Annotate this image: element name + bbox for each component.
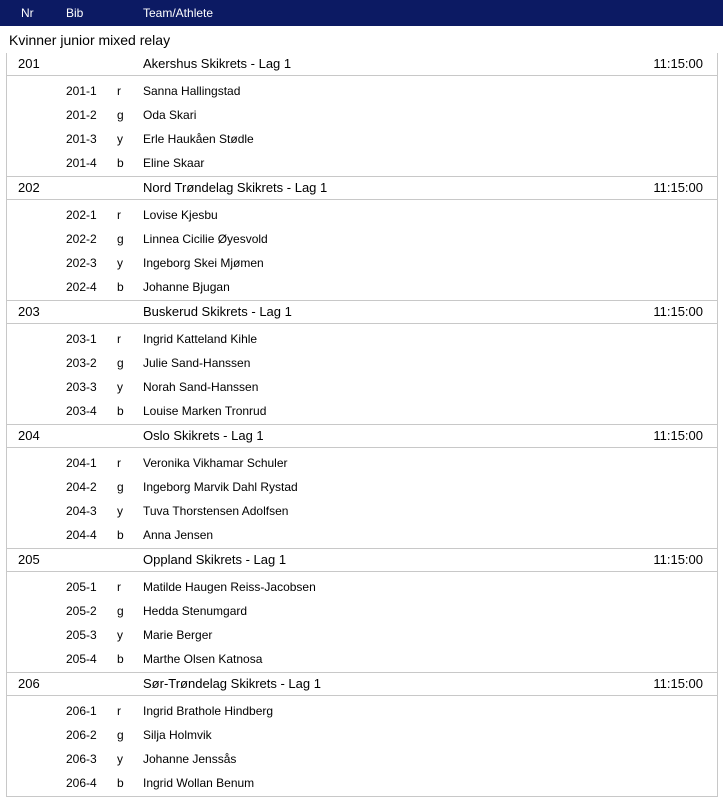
member-bib: 205-3: [66, 628, 97, 642]
team-nr: 203: [18, 304, 40, 319]
member-name: Anna Jensen: [143, 528, 214, 542]
member-row[interactable]: [7, 228, 717, 252]
member-row[interactable]: [7, 772, 717, 796]
member-leg: y: [117, 752, 123, 766]
member-leg: r: [117, 704, 121, 718]
member-bib: 206-1: [66, 704, 97, 718]
member-row[interactable]: [7, 576, 717, 600]
member-leg: g: [117, 232, 124, 246]
member-row[interactable]: [7, 80, 717, 104]
member-name: Veronika Vikhamar Schuler: [143, 456, 288, 470]
member-row[interactable]: [7, 648, 717, 672]
team-block: [6, 301, 718, 425]
member-row[interactable]: [7, 600, 717, 624]
team-row[interactable]: [6, 53, 718, 76]
team-name: Sør-Trøndelag Skikrets - Lag 1: [143, 676, 321, 691]
member-leg: r: [117, 84, 121, 98]
member-row[interactable]: [7, 328, 717, 352]
team-block: [6, 53, 718, 177]
member-name: Ingrid Katteland Kihle: [143, 332, 258, 346]
member-name: Linnea Cicilie Øyesvold: [143, 232, 268, 246]
team-nr: 202: [18, 180, 40, 195]
member-row[interactable]: [7, 476, 717, 500]
member-leg: g: [117, 480, 124, 494]
member-leg: y: [117, 380, 123, 394]
member-row[interactable]: [7, 352, 717, 376]
member-row[interactable]: [7, 152, 717, 176]
team-name: Nord Trøndelag Skikrets - Lag 1: [143, 180, 328, 195]
member-bib: 205-1: [66, 580, 97, 594]
member-bib: 206-2: [66, 728, 97, 742]
team-block: [6, 549, 718, 673]
member-bib: 205-2: [66, 604, 97, 618]
member-row[interactable]: [7, 748, 717, 772]
member-name: Ingeborg Marvik Dahl Rystad: [143, 480, 298, 494]
member-row[interactable]: [7, 524, 717, 548]
header-team-athlete: Team/Athlete: [143, 6, 214, 20]
member-bib: 204-1: [66, 456, 97, 470]
member-leg: b: [117, 280, 124, 294]
member-row[interactable]: [7, 128, 717, 152]
team-nr: 205: [18, 552, 40, 567]
member-bib: 202-1: [66, 208, 97, 222]
member-row[interactable]: [7, 700, 717, 724]
member-list: [6, 200, 718, 300]
table-header: [0, 0, 723, 26]
team-name: Oppland Skikrets - Lag 1: [143, 552, 287, 567]
header-bib: Bib: [66, 6, 84, 20]
team-row[interactable]: [6, 425, 718, 448]
member-row[interactable]: [7, 376, 717, 400]
member-name: Norah Sand-Hanssen: [143, 380, 259, 394]
member-name: Silja Holmvik: [143, 728, 212, 742]
member-leg: b: [117, 156, 124, 170]
member-leg: r: [117, 208, 121, 222]
member-bib: 202-2: [66, 232, 97, 246]
member-row[interactable]: [7, 452, 717, 476]
member-leg: y: [117, 504, 123, 518]
member-leg: b: [117, 528, 124, 542]
team-start-time: 11:15:00: [653, 56, 703, 71]
member-name: Marie Berger: [143, 628, 213, 642]
member-name: Lovise Kjesbu: [143, 208, 218, 222]
member-leg: y: [117, 256, 123, 270]
member-name: Johanne Bjugan: [143, 280, 230, 294]
member-list: [6, 448, 718, 548]
member-bib: 203-2: [66, 356, 97, 370]
member-name: Hedda Stenumgard: [143, 604, 248, 618]
member-row[interactable]: [7, 724, 717, 748]
team-block: [6, 425, 718, 549]
member-bib: 202-3: [66, 256, 97, 270]
member-name: Ingrid Wollan Benum: [143, 776, 255, 790]
member-name: Louise Marken Tronrud: [143, 404, 267, 418]
member-leg: g: [117, 356, 124, 370]
member-list: [6, 76, 718, 176]
member-leg: r: [117, 456, 121, 470]
member-bib: 205-4: [66, 652, 97, 666]
member-leg: y: [117, 132, 123, 146]
team-block: [6, 177, 718, 301]
member-row[interactable]: [7, 276, 717, 300]
team-block: [6, 673, 718, 797]
team-start-time: 11:15:00: [653, 428, 703, 443]
member-leg: b: [117, 652, 124, 666]
member-list: [6, 696, 718, 796]
member-bib: 201-2: [66, 108, 97, 122]
team-row[interactable]: [6, 301, 718, 324]
member-bib: 201-3: [66, 132, 97, 146]
team-name: Akershus Skikrets - Lag 1: [143, 56, 292, 71]
member-leg: b: [117, 776, 124, 790]
team-nr: 204: [18, 428, 40, 443]
member-name: Eline Skaar: [143, 156, 205, 170]
member-leg: g: [117, 108, 124, 122]
member-list: [6, 324, 718, 424]
team-row[interactable]: [6, 549, 718, 572]
category-title: Kvinner junior mixed relay: [9, 32, 171, 48]
member-leg: b: [117, 404, 124, 418]
team-name: Buskerud Skikrets - Lag 1: [143, 304, 292, 319]
member-bib: 204-3: [66, 504, 97, 518]
member-name: Johanne Jenssås: [143, 752, 237, 766]
member-row[interactable]: [7, 252, 717, 276]
team-nr: 201: [18, 56, 40, 71]
member-bib: 206-3: [66, 752, 97, 766]
member-bib: 204-2: [66, 480, 97, 494]
member-name: Oda Skari: [143, 108, 197, 122]
member-name: Marthe Olsen Katnosa: [143, 652, 263, 666]
team-start-time: 11:15:00: [653, 676, 703, 691]
member-bib: 202-4: [66, 280, 97, 294]
member-leg: g: [117, 728, 124, 742]
member-bib: 203-3: [66, 380, 97, 394]
member-row[interactable]: [7, 624, 717, 648]
member-leg: r: [117, 580, 121, 594]
member-name: Erle Haukåen Stødle: [143, 132, 254, 146]
member-row[interactable]: [7, 104, 717, 128]
member-row[interactable]: [7, 500, 717, 524]
member-leg: r: [117, 332, 121, 346]
member-name: Ingrid Brathole Hindberg: [143, 704, 274, 718]
member-bib: 206-4: [66, 776, 97, 790]
member-bib: 201-1: [66, 84, 97, 98]
member-name: Julie Sand-Hanssen: [143, 356, 251, 370]
header-nr: Nr: [21, 6, 34, 20]
team-start-time: 11:15:00: [653, 180, 703, 195]
team-row[interactable]: [6, 177, 718, 200]
member-leg: g: [117, 604, 124, 618]
member-bib: 203-1: [66, 332, 97, 346]
member-name: Tuva Thorstensen Adolfsen: [143, 504, 289, 518]
team-nr: 206: [18, 676, 40, 691]
member-name: Ingeborg Skei Mjømen: [143, 256, 264, 270]
member-leg: y: [117, 628, 123, 642]
member-bib: 203-4: [66, 404, 97, 418]
member-list: [6, 572, 718, 672]
member-row[interactable]: [7, 204, 717, 228]
member-bib: 204-4: [66, 528, 97, 542]
team-row[interactable]: [6, 673, 718, 696]
member-name: Sanna Hallingstad: [143, 84, 241, 98]
team-name: Oslo Skikrets - Lag 1: [143, 428, 264, 443]
team-list: [0, 53, 723, 797]
member-name: Matilde Haugen Reiss-Jacobsen: [143, 580, 316, 594]
team-start-time: 11:15:00: [653, 304, 703, 319]
member-bib: 201-4: [66, 156, 97, 170]
member-row[interactable]: [7, 400, 717, 424]
team-start-time: 11:15:00: [653, 552, 703, 567]
